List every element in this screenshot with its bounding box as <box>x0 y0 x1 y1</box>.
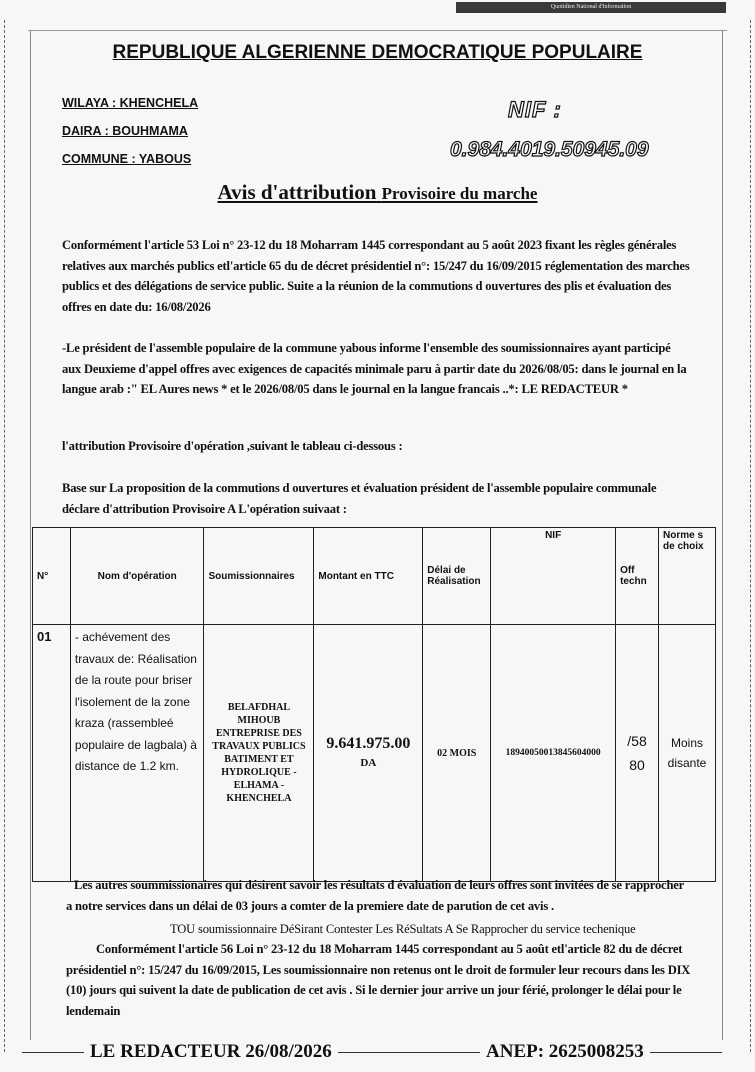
footer-paragraph-recours: Conformément l'article 56 Loi n° 23-12 du 18 Moharram 1445 correspondant au 5 août etl'article 82 du de décret présidentiel n°: 15/247 du 16/09/2015, Les soumissionnaire non retenus ont le droit de formuler leur recours dans les DIX (10) jours qui suivent la date de publication de cet avis . Si le dernier jour arrive un jour férié, prolonger le délai pour le lendemain <box>66 942 691 1018</box>
footer-paragraph-contest: TOU soumissionnaire DéSirant Contester Les RéSultats A Se Rapprocher du service techenique <box>170 922 636 936</box>
paragraph-president-info: -Le président de l'assemble populaire de la commune yabous informe l'ensemble des soumissionnaires ayant participé aux Deuxieme d'appel offres avec exigences de capacités minimale paru à partir date du 2026/08/05: dans le journal en la langue arab :" EL Aures news * et le 2026/08/05 dans le journal en la langue francais ..*: LE REDACTEUR * <box>62 341 687 396</box>
footer-redacteur: LE REDACTEUR 26/08/2026 <box>84 1041 338 1063</box>
header-nif: NIF <box>491 528 616 625</box>
newspaper-banner: Quotidien National d'Information <box>456 2 726 13</box>
wilaya-label: WILAYA : KHENCHELA <box>62 96 199 110</box>
paragraph-attribution-intro: l'attribution Provisoire d'opération ,suivant le tableau ci-dessous : <box>62 439 403 453</box>
header-normes: Norme s de choix <box>659 528 716 625</box>
table-header-row <box>33 528 716 625</box>
nif-label: NIF : <box>508 97 562 122</box>
cell-montant <box>314 625 423 882</box>
montant-unit: DA <box>360 757 377 769</box>
commune-label: COMMUNE : YABOUS <box>62 152 192 166</box>
cell-soumissionnaire: BELAFDHAL MIHOUB ENTREPRISE DES TRAVAUX PUBLICS BATIMENT ET HYDROLIQUE -ELHAMA - KHENCHELA <box>204 625 314 882</box>
cell-num: 01 <box>33 625 71 882</box>
header-delai: Délai de Réalisation <box>423 528 491 625</box>
paragraph-legal-basis: Conformément l'article 53 Loi n° 23-12 du 18 Moharram 1445 correspondant au 5 août 2023 fixant les règles générales relatives aux marchés publics etl'article 65 du de décret présidentiel n°: 15/247 du 16/09/2015 réglementation des marches publics et des délégations de service public. Suite a la réunion de la commutions d ouvertures des plis et évaluation des offres en date du: 16/08/2026 <box>62 238 690 314</box>
header-num: N° <box>33 528 71 625</box>
nif-value: 0.984.4019.50945.09 <box>450 138 649 161</box>
attribution-table <box>32 527 716 882</box>
cell-delai: 02 MOIS <box>423 625 491 882</box>
avis-subtitle: Provisoire du marche <box>381 184 538 203</box>
cell-normes: Moins disante <box>659 625 716 882</box>
footer-anep: ANEP: 2625008253 <box>480 1041 650 1063</box>
top-rule <box>28 30 727 31</box>
table-row <box>33 625 716 882</box>
cell-nif: 18940050013845604000 <box>491 625 616 882</box>
cell-operation: - achévement des travaux de: Réalisation de la route pour briser l'isolement de la zone kraza (rassembleé populaire de lagbala) à distance de 1.2 km. <box>70 625 204 882</box>
avis-main: Avis d'attribution <box>217 180 377 204</box>
cell-off-techn: /58 80 <box>616 625 659 882</box>
header-soumissionnaires: Soumissionnaires <box>204 528 314 625</box>
daira-label: DAIRA : BOUHMAMA <box>62 124 188 138</box>
right-cut-border <box>750 20 751 1052</box>
footer-paragraph-results: Les autres soummissionaires qui désirent savoir les résultats d évaluation de leurs offres sont invitées de se rapprocher a notre services dans un délai de 03 jours a comter de la premiere date de parution de cet avis . <box>66 878 684 913</box>
header-operation: Nom d'opération <box>70 528 204 625</box>
header-montant: Montant en TTC <box>314 528 423 625</box>
left-cut-border <box>4 20 5 1052</box>
header-off-techn: Off techn <box>616 528 659 625</box>
paragraph-declaration: Base sur La proposition de la commutions d ouvertures et évaluation président de l'assemble populaire communale déclare d'attribution Provisoire A L'opération suivaat : <box>62 481 657 516</box>
avis-title <box>0 180 755 205</box>
montant-value: 9.641.975.00 <box>326 735 411 752</box>
republic-title: REPUBLIQUE ALGERIENNE DEMOCRATIQUE POPULAIRE <box>112 42 643 63</box>
